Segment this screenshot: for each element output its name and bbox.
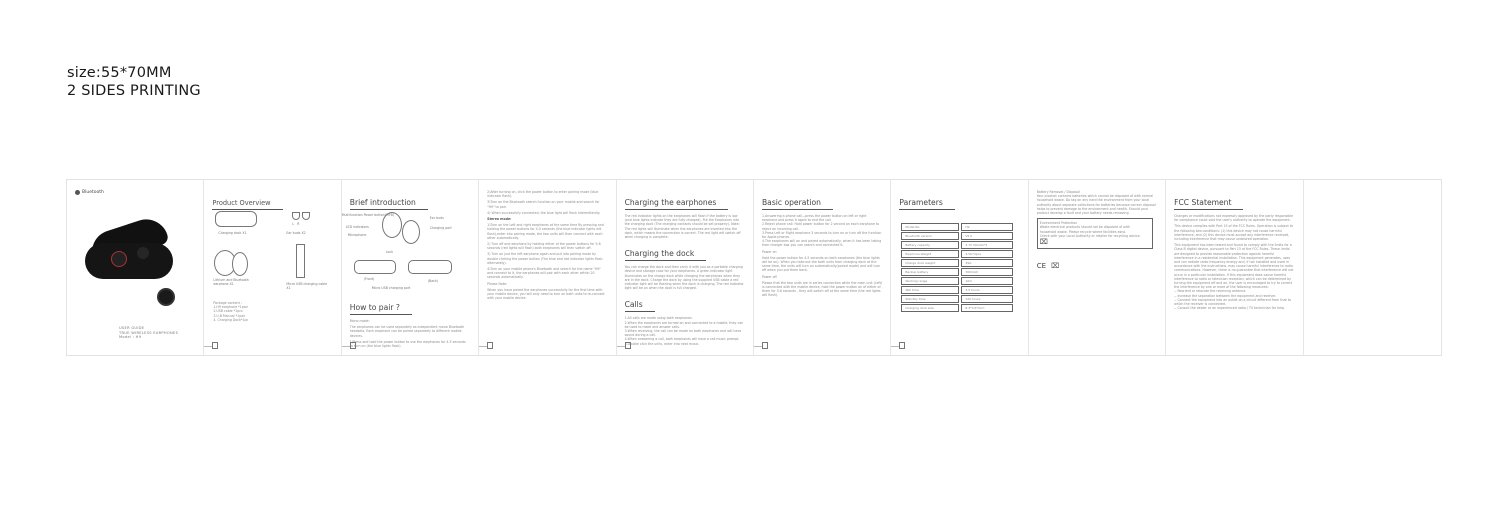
dock-front-drawing [354,260,396,274]
panel-brief-introduction: Brief introduction Multifunction Power button(MFB) LED indicators Microphone Ear buds Charging port Lock (Front) (Back) Micro USB charging port How to pair ? Mono mode: The earphones can be used separately as independent mono Bluetooth headsets. Each earphone can be paired separately to different mobile devices. 1)Press and hold the power button to use the earphones for 4-5 seconds to turn on (the blue lights flash). [342,180,479,355]
cable-drawing [296,244,305,278]
weee-bin-icon: ⌧ [1051,262,1060,271]
section-title: Parameters [899,198,954,210]
page-number [487,342,493,349]
calls-title: Calls [625,300,655,312]
charging-dock-title: Charging the dock [625,249,707,261]
page-number [762,342,768,349]
charging-case-image [85,225,170,273]
page-number [212,342,218,349]
panel-charging: Charging the earphones The red indicator lights on the earphones will flash if the battery is low (and blue lights indicate they are fully charged). Put the Earphones into the charging dock (The charging contacts should be set properly). Note: The red lights will illuminate when the earphones are inserted into the dock, which means the connection is correct. The red light will switch off when charging is complete. Charging the dock You can charge the dock and then carry it with you as a portable charging device and storage case for your earphones. A green indicator light illuminates on the charge dock while charging the earphones when they are in the dock. Charge the dock by using the supplied USB cable a red indicator light will be flashing when the dock is charging. The red indicator light will be on when the dock is full charged. Calls 1.All calls are made using both earphones. 2.When the earphones are turned on and connected to a mobile, they can be used to make and answer calls. 3.When receiving, the call can be made on both earphones and will have sound during a call. 4.When answering a call, both earphones will have a call music prompt. 5.Double click the units, enter into next music. [617,180,754,355]
page-number [899,342,905,349]
panel-parameters [891,180,1028,355]
panel-cover [67,180,204,355]
section-title: FCC Statement [1174,198,1243,210]
print-spec [67,64,201,100]
table-row: Earphone Weight 4.5G*2pcs [901,250,1013,258]
parameters-table [899,222,1015,313]
bluetooth-logo: Bluetooth [75,190,195,195]
panel-battery-disposal: Battery Removal / Disposal Your product contains batteries which cannot be disposed of with normal household waste. Do tag on any hard the environment from your local authority about separate collections for batteries because correct disposal helps to prevent damage to the environment and health. Should your product develop a fault and your battery needs removing. Environment Protection Waste electrical products should not be disposed of with household waste. Please recycle where facilities exist. Check with your Local Authority or retailer for recycling advice. ⌧ CE ⌧ [1029,180,1166,355]
cover-caption: USER GUIDE TRUE WIRELESS EARPHONES Model : H9 [119,326,179,339]
section-title: Basic operation [762,198,833,210]
page-number [350,342,356,349]
section-title: Brief introduction [350,198,428,210]
page-number [625,342,631,349]
table-row: Battery capacity 3.7V 50mAh*2 [901,241,1013,249]
earbud-tip-r [302,212,310,220]
panel-blank [1304,180,1441,355]
panel-pairing-steps: 2)After turning on, click the power button to enter pairing mode (blue indicator flash). 3)Turn on the Bluetooth search function on your mobile and search for "H9" to pair. 4) When successfully connected, the blue light will flash intermittently. Stereo mode: 1)Turn on the Left and right earphones at the same time By pressing and holding the power buttons for 4-5 seconds (the blue indicator lights will flash),enter into pairing mode, the two units will then connect with each other automatically. 2) Turn off one earphone by holding either of the power buttons for 5-6 seconds (red lights will flash) both earphones will then switch off. 3) Turn on just the left earphone again and put into pairing mode by double clicking the power button (The blue and red indicator lights flash alternately). 4)Turn on your mobile phone's Bluetooth and search for the name "H9" and connect to it, the earphones will pair with each other within 20 seconds automatically. Please Note: When you have paired the earphones successfully for the first time with your mobile device, you will only need to turn on both units to re-connect with your mobile device. [479,180,616,355]
bluetooth-icon [75,190,80,195]
dock-back-drawing [408,260,452,274]
how-to-pair-title: How to pair ? [350,303,412,315]
panel-fcc-statement: FCC Statement Changes or modifications not expressly approved by the party responsible for compliance could void the user's authority to operate the equipment. This device complies with Part 15 of the FCC Rules. Operation is subject to the following two conditions: (1) this device may not cause harmful interference, and (2) this device must accept any interference received, including interference that may cause undesired operation. This equipment has been tested and found to comply with the limits for a Class B digital device, pursuant to Part 15 of the FCC Rules. These limits are designed to provide reasonable protection against harmful interference in a residential installation. This equipment generates, uses and can radiate radio frequency energy and, if not installed and used in accordance with the instructions, may cause harmful interference to radio communications. However, there is no guarantee that interference will not occur in a particular installation. If this equipment does cause harmful interference to radio or television reception, which can be determined by turning the equipment off and on, the user is encouraged to try to correct the interference by one or more of the following measures: -- Reorient or relocate the receiving antenna. -- Increase the separation between the equipment and receiver. -- Connect the equipment into an outlet on a circuit different from that to which the receiver is connected. -- Consult the dealer or an experienced radio / TV technician for help. [1166,180,1303,355]
printing-spec: 2 SIDES PRINTING [67,83,201,99]
table-row: Charge dock weight 39G [901,259,1013,267]
table-row: Standby time 120 hours [901,295,1013,303]
dock-drawing [215,211,257,227]
table-row: Bluetooth version V5.0 [901,232,1013,240]
ce-mark-icon: CE [1036,262,1047,271]
earbud-image [157,288,175,306]
package-contents: Package content : 1.H9 earphone *1pair 2.USB cable *1pcs 3.U.B Manual *1pair 4. Charging Dock*1pc [213,301,249,322]
manual-sheet [66,179,1442,356]
earbud-tip-l [292,212,300,220]
weee-bin-icon: ⌧ [1039,238,1048,247]
section-title: Product Overview [212,199,282,210]
panel-basic-operation: Basic operation 1.Answering a phone call—press the power button on left or right earphone and press it again to end the call. 2.Reject phone call: Hold power button for 2 second on each earphone to reject an incoming call. 3.Press Left or Right earphone 3 seconds to turn on or turn off the function for Apple phones. 4.The earphones will on and paired automatically, when it has been taking from charger box you can search and connected it. Power on Hold the power button for 4-5 seconds on both earphones (the blue lights will be on). When you take out the both units from charging dock at the same time, the units will turn on automatically(paired mode) and will turn off when you put them back. Power off Please that the two units are in series connection while the main unit (Left) is connected with the mobile device, hold the power button on of either of them for 5-6 seconds , they will switch off at the same time (the red lights will flash). [754,180,891,355]
environment-protection-box: Environment Protection Waste electrical products should not be disposed of with household waste. Please recycle where facilities exist. Check with your Local Authority or retailer for recycling advice. ⌧ [1037,218,1153,249]
table-row: Working range 10m [901,277,1013,285]
table-row: Talk time 3.5 hours [901,286,1013,294]
section-title: Charging the earphones [625,198,729,210]
table-row: Backup battery 300mAh [901,268,1013,276]
table-row: Model No. H9 [901,223,1013,231]
panel-product-overview: Product Overview Charging dock X1 L R Ear buds X2 Lithium and Bluetooth earphone X1 Micro USB charging cable X1 Package content : 1.H9 earphone *1pair 2.USB cable *1pcs 3.U.B Manual *1pair 4. Charging Dock*1pc [204,180,341,355]
size-spec: size:55*70MM [67,65,172,81]
table-row: Charging dock size 8.3*3.6*3cm [901,304,1013,312]
